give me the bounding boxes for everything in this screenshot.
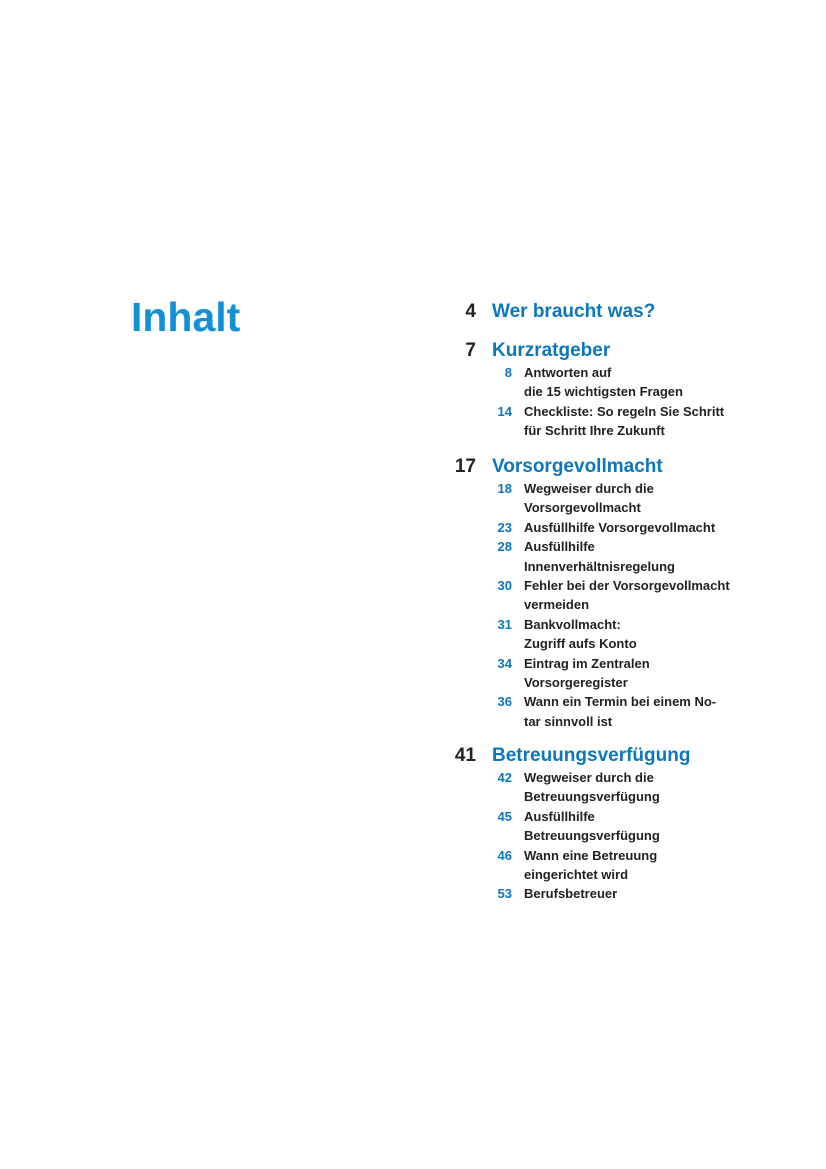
- section-heading[interactable]: [430, 455, 790, 479]
- entry-title-line: Antworten auf: [524, 365, 612, 380]
- toc-entry[interactable]: [430, 615, 790, 654]
- entry-page-number: 45: [497, 808, 512, 824]
- entry-title-line: Ausfüllhilfe: [524, 808, 595, 824]
- toc-section: [430, 455, 790, 731]
- toc-entry[interactable]: [430, 654, 790, 693]
- toc-section: [430, 744, 790, 904]
- entry-title-line: eingerichtet wird: [524, 867, 629, 883]
- entry-page-number: 31: [497, 616, 512, 632]
- entry-title-line: Betreuungsverfügung: [524, 828, 660, 844]
- toc-entry[interactable]: [430, 692, 790, 731]
- entry-page-number: 18: [497, 481, 512, 496]
- toc-entry[interactable]: [430, 884, 790, 903]
- section-heading[interactable]: [430, 339, 790, 363]
- entry-page-number: 14: [497, 403, 512, 419]
- entry-title-line: Fehler bei der Vorsorgevollmacht: [524, 578, 730, 594]
- entry-title: [524, 884, 754, 903]
- entry-title-line: tar sinnvoll ist: [524, 713, 613, 729]
- toc-entry[interactable]: [430, 479, 790, 518]
- entry-title-line: Eintrag im Zentralen: [524, 655, 650, 671]
- entry-title-line: Checkliste: So regeln Sie Schritt: [524, 403, 725, 419]
- entry-title: [524, 615, 754, 654]
- entry-title-line: Betreuungsverfügung: [524, 789, 660, 805]
- entry-title-line: Bankvollmacht:: [524, 616, 621, 632]
- toc-entry[interactable]: [430, 402, 790, 441]
- entry-title-line: Innenverhältnisregelung: [524, 558, 675, 574]
- section-page-number: 41: [454, 745, 476, 766]
- entry-title: [524, 846, 754, 885]
- entry-title-line: vermeiden: [524, 597, 590, 613]
- entry-title-line: für Schritt Ihre Zukunft: [524, 423, 665, 439]
- entry-title: [524, 402, 754, 441]
- toc-entry[interactable]: [430, 363, 790, 402]
- section-heading[interactable]: [430, 744, 790, 768]
- entry-title-line: Wann eine Betreuung: [524, 847, 658, 863]
- entry-title-line: Zugriff aufs Konto: [524, 636, 637, 652]
- toc-entry[interactable]: [430, 807, 790, 846]
- entry-page-number: 53: [497, 886, 512, 902]
- toc-entry[interactable]: [430, 846, 790, 885]
- entry-title: [524, 537, 754, 576]
- section-heading[interactable]: [430, 300, 790, 324]
- entry-title-line: Vorsorgevollmacht: [524, 500, 641, 516]
- section-page-number: 4: [465, 301, 476, 322]
- section-title: Wer braucht was?: [492, 301, 656, 322]
- section-title: Vorsorgevollmacht: [492, 456, 663, 477]
- entry-title: [524, 768, 754, 807]
- entry-title-line: Wann ein Termin bei einem No-: [524, 694, 717, 710]
- entry-page-number: 42: [497, 770, 512, 785]
- toc-section: [430, 339, 790, 441]
- entry-title: [524, 654, 754, 693]
- toc-entry[interactable]: [430, 768, 790, 807]
- entry-title-line: Vorsorgeregister: [524, 675, 628, 691]
- section-title: Betreuungsverfügung: [492, 745, 691, 766]
- entry-title-line: Ausfüllhilfe: [524, 539, 595, 555]
- entry-page-number: 34: [497, 655, 512, 671]
- entry-page-number: 46: [497, 847, 512, 863]
- entry-title-line: Wegweiser durch die: [524, 770, 654, 785]
- entry-title: [524, 692, 754, 731]
- entry-page-number: 30: [497, 578, 512, 594]
- page-title: Inhalt: [131, 294, 241, 340]
- entry-title: [524, 576, 754, 615]
- entry-title-line: Berufsbetreuer: [524, 886, 618, 902]
- section-page-number: 7: [465, 340, 476, 361]
- entry-title-line: die 15 wichtigsten Fragen: [524, 384, 683, 400]
- section-page-number: 17: [454, 456, 476, 477]
- entry-page-number: 36: [497, 694, 512, 710]
- entry-title: [524, 518, 754, 537]
- entry-title-line: Ausfüllhilfe Vorsorgevollmacht: [524, 519, 716, 535]
- toc-entry[interactable]: [430, 576, 790, 615]
- entry-page-number: 23: [497, 519, 512, 535]
- entry-title: [524, 807, 754, 846]
- entry-page-number: 8: [504, 365, 512, 380]
- toc-entry[interactable]: [430, 518, 790, 537]
- section-title: Kurzratgeber: [492, 340, 611, 361]
- toc-section: [430, 300, 790, 324]
- toc-entry[interactable]: [430, 537, 790, 576]
- entry-page-number: 28: [497, 539, 512, 555]
- entry-title-line: Wegweiser durch die: [524, 481, 654, 496]
- entry-title: [524, 479, 754, 518]
- entry-title: [524, 363, 754, 402]
